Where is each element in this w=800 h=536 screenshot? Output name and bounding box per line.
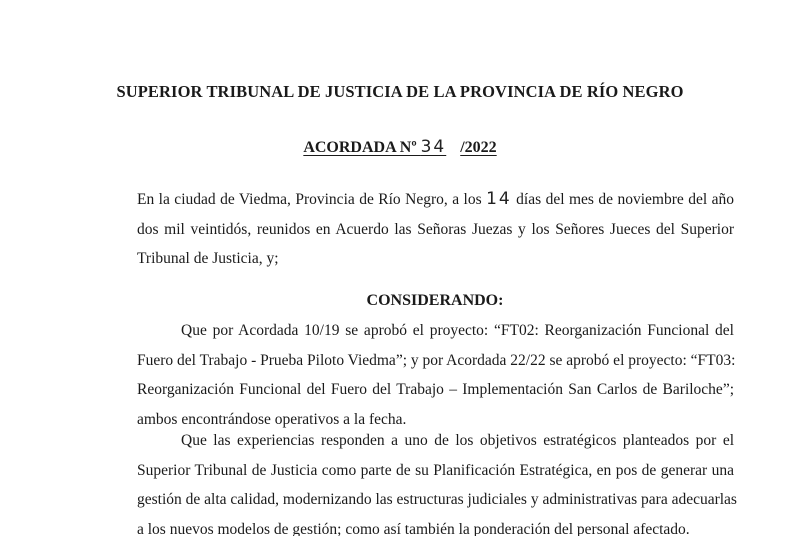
- acordada-prefix: ACORDADA Nº: [303, 139, 421, 156]
- acordada-year: /2022: [460, 139, 497, 156]
- handwritten-day: 14: [486, 189, 512, 209]
- paragraph-1-line-1: Que por Acordada 10/19 se aprobó el proyecto: “FT02: Reorganización Funcional del: [181, 322, 734, 339]
- paragraph-1-line-3: Reorganización Funcional del Fuero del Trabajo – Implementación San Carlos de Bariloche”;: [137, 381, 734, 398]
- acordada-label: [303, 139, 496, 156]
- considerando-heading: CONSIDERANDO:: [366, 292, 504, 309]
- intro-line-1: [137, 185, 734, 215]
- paragraph-2-line-4: a los nuevos modelos de gestión; como así también la ponderación del personal afectado.: [137, 520, 690, 536]
- intro-line-3: Tribunal de Justicia, y;: [137, 250, 279, 267]
- acordada-handwritten-number: 34: [420, 137, 447, 157]
- paragraph-2-line-2: Superior Tribunal de Justicia como parte de su Planificación Estratégica, en pos de generar una: [137, 461, 734, 479]
- intro-paragraph: [137, 185, 734, 274]
- paragraph-2-line-1: Que las experiencias responden a uno de los objetivos estratégicos planteados por el: [181, 432, 734, 449]
- paragraph-2: [137, 426, 737, 536]
- acordada-number-line: [0, 137, 800, 157]
- paragraph-1-line-2: Fuero del Trabajo - Prueba Piloto Viedma”; y por Acordada 22/22 se aprobó el proyecto: “FT03:: [137, 351, 736, 369]
- intro-line-2: dos mil veintidós, reunidos en Acuerdo las Señoras Juezas y los Señores Jueces del Superior: [137, 220, 734, 238]
- paragraph-1-line-4: ambos encontrándose operativos a la fecha.: [137, 410, 407, 428]
- intro-line-1-b: días del mes de noviembre del año: [511, 191, 734, 208]
- paragraph-1: [137, 316, 734, 434]
- page-title: SUPERIOR TRIBUNAL DE JUSTICIA DE LA PROVINCIA DE RÍO NEGRO: [116, 82, 684, 101]
- paragraph-2-line-3: gestión de alta calidad, modernizando las estructuras judiciales y administrativas para adecuarlas: [137, 491, 737, 508]
- intro-line-1-a: En la ciudad de Viedma, Provincia de Río Negro, a los: [137, 191, 487, 208]
